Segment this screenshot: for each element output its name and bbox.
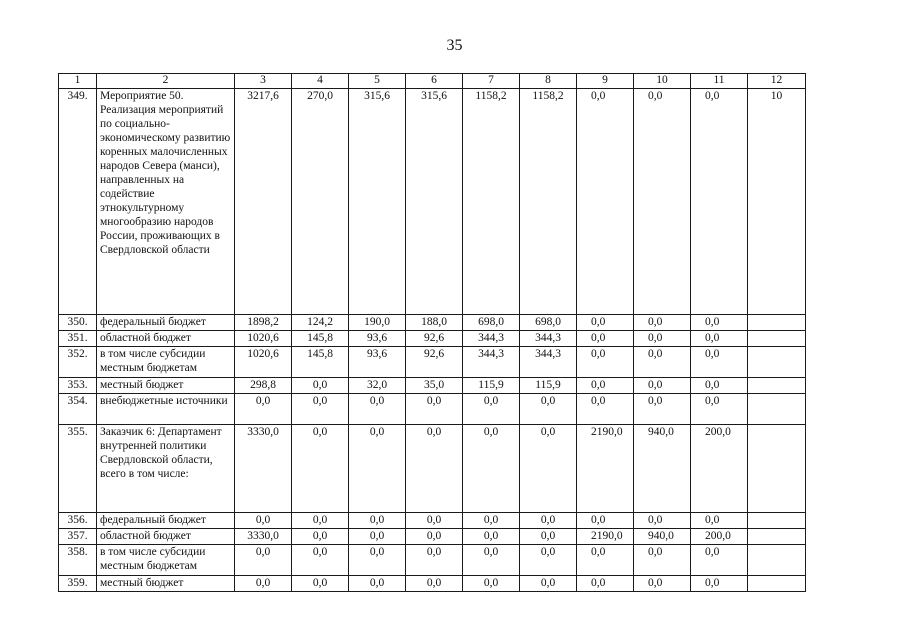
value-cell: 0,0 (691, 513, 748, 529)
value-cell: 0,0 (463, 394, 520, 425)
value-cell: 0,0 (634, 347, 691, 378)
row-name: федеральный бюджет (97, 513, 235, 529)
value-cell: 315,6 (349, 89, 406, 315)
value-cell: 0,0 (406, 513, 463, 529)
table-row (59, 545, 806, 576)
value-cell: 0,0 (349, 513, 406, 529)
value-cell: 0,0 (577, 513, 634, 529)
value-cell: 0,0 (463, 545, 520, 576)
row-number: 353. (59, 378, 97, 394)
value-cell: 270,0 (292, 89, 349, 315)
value-cell: 0,0 (691, 545, 748, 576)
value-cell: 0,0 (349, 394, 406, 425)
value-cell: 0,0 (520, 576, 577, 592)
row-name: в том числе субсидии местным бюджетам (97, 347, 235, 378)
row-name: федеральный бюджет (97, 315, 235, 331)
value-cell: 0,0 (235, 576, 292, 592)
value-cell: 0,0 (577, 315, 634, 331)
value-cell: 0,0 (691, 378, 748, 394)
value-cell: 0,0 (634, 89, 691, 315)
value-cell: 32,0 (349, 378, 406, 394)
row-number: 352. (59, 347, 97, 378)
row-number: 351. (59, 331, 97, 347)
value-cell: 0,0 (349, 529, 406, 545)
value-cell: 0,0 (235, 394, 292, 425)
value-cell: 0,0 (235, 545, 292, 576)
value-cell: 0,0 (406, 394, 463, 425)
value-cell: 0,0 (634, 394, 691, 425)
table-row (59, 576, 806, 592)
column-header: 1 (59, 74, 97, 89)
value-cell: 0,0 (292, 545, 349, 576)
value-cell: 0,0 (349, 545, 406, 576)
value-cell: 92,6 (406, 331, 463, 347)
value-cell (748, 394, 806, 425)
value-cell (748, 425, 806, 513)
row-number: 357. (59, 529, 97, 545)
budget-table (58, 73, 806, 592)
value-cell: 0,0 (577, 331, 634, 347)
value-cell: 0,0 (292, 394, 349, 425)
value-cell: 698,0 (520, 315, 577, 331)
value-cell: 344,3 (463, 331, 520, 347)
value-cell: 0,0 (691, 576, 748, 592)
row-name: областной бюджет (97, 529, 235, 545)
value-cell: 0,0 (520, 425, 577, 513)
value-cell: 0,0 (406, 545, 463, 576)
value-cell: 698,0 (463, 315, 520, 331)
row-name: местный бюджет (97, 576, 235, 592)
column-header: 6 (406, 74, 463, 89)
value-cell: 0,0 (292, 378, 349, 394)
value-cell: 0,0 (406, 529, 463, 545)
value-cell: 10 (748, 89, 806, 315)
table-row (59, 513, 806, 529)
table-row (59, 529, 806, 545)
value-cell: 0,0 (235, 513, 292, 529)
value-cell: 0,0 (691, 394, 748, 425)
value-cell (748, 513, 806, 529)
value-cell: 0,0 (292, 425, 349, 513)
column-header: 11 (691, 74, 748, 89)
row-number: 355. (59, 425, 97, 513)
value-cell: 0,0 (577, 576, 634, 592)
row-number: 349. (59, 89, 97, 315)
row-number: 356. (59, 513, 97, 529)
value-cell: 145,8 (292, 347, 349, 378)
value-cell (748, 315, 806, 331)
table-row (59, 425, 806, 513)
value-cell (748, 545, 806, 576)
value-cell: 344,3 (520, 331, 577, 347)
table-row (59, 315, 806, 331)
value-cell: 0,0 (634, 378, 691, 394)
table-row (59, 394, 806, 425)
table-row (59, 347, 806, 378)
column-header: 5 (349, 74, 406, 89)
column-header: 2 (97, 74, 235, 89)
value-cell: 0,0 (463, 513, 520, 529)
value-cell: 1020,6 (235, 331, 292, 347)
value-cell: 1020,6 (235, 347, 292, 378)
value-cell (748, 331, 806, 347)
value-cell: 93,6 (349, 331, 406, 347)
value-cell: 1158,2 (463, 89, 520, 315)
value-cell: 0,0 (634, 331, 691, 347)
value-cell: 92,6 (406, 347, 463, 378)
table-row (59, 331, 806, 347)
column-header: 7 (463, 74, 520, 89)
value-cell: 0,0 (577, 394, 634, 425)
value-cell: 0,0 (463, 576, 520, 592)
value-cell: 315,6 (406, 89, 463, 315)
value-cell: 0,0 (577, 89, 634, 315)
value-cell: 0,0 (406, 425, 463, 513)
row-name: местный бюджет (97, 378, 235, 394)
table-row (59, 378, 806, 394)
value-cell: 0,0 (691, 331, 748, 347)
value-cell: 0,0 (292, 513, 349, 529)
value-cell: 0,0 (634, 545, 691, 576)
value-cell: 93,6 (349, 347, 406, 378)
value-cell: 0,0 (463, 425, 520, 513)
column-header: 3 (235, 74, 292, 89)
column-header: 12 (748, 74, 806, 89)
header-row (59, 74, 806, 89)
column-header: 9 (577, 74, 634, 89)
value-cell: 35,0 (406, 378, 463, 394)
column-header: 8 (520, 74, 577, 89)
value-cell (748, 576, 806, 592)
value-cell: 0,0 (634, 576, 691, 592)
value-cell: 344,3 (463, 347, 520, 378)
value-cell: 3330,0 (235, 425, 292, 513)
row-name: в том числе субсидии местным бюджетам (97, 545, 235, 576)
value-cell: 190,0 (349, 315, 406, 331)
value-cell: 2190,0 (577, 529, 634, 545)
value-cell: 940,0 (634, 529, 691, 545)
row-name: Заказчик 6: Департамент внутренней политики Свердловской области, всего в том числе: (97, 425, 235, 513)
value-cell: 0,0 (292, 529, 349, 545)
value-cell: 0,0 (292, 576, 349, 592)
table-row (59, 89, 806, 315)
value-cell: 0,0 (349, 576, 406, 592)
value-cell: 0,0 (634, 315, 691, 331)
value-cell: 0,0 (577, 545, 634, 576)
value-cell: 0,0 (349, 425, 406, 513)
value-cell (748, 529, 806, 545)
value-cell: 298,8 (235, 378, 292, 394)
page-number: 35 (446, 37, 463, 54)
value-cell: 188,0 (406, 315, 463, 331)
row-name: областной бюджет (97, 331, 235, 347)
value-cell: 115,9 (520, 378, 577, 394)
value-cell: 344,3 (520, 347, 577, 378)
value-cell: 0,0 (463, 529, 520, 545)
value-cell: 1898,2 (235, 315, 292, 331)
value-cell: 1158,2 (520, 89, 577, 315)
value-cell: 0,0 (577, 347, 634, 378)
value-cell: 940,0 (634, 425, 691, 513)
value-cell: 0,0 (520, 545, 577, 576)
row-number: 358. (59, 545, 97, 576)
row-number: 359. (59, 576, 97, 592)
column-header: 4 (292, 74, 349, 89)
value-cell: 0,0 (520, 513, 577, 529)
value-cell (748, 378, 806, 394)
value-cell: 0,0 (691, 315, 748, 331)
row-number: 354. (59, 394, 97, 425)
column-header: 10 (634, 74, 691, 89)
value-cell: 0,0 (577, 378, 634, 394)
row-number: 350. (59, 315, 97, 331)
value-cell: 0,0 (406, 576, 463, 592)
value-cell: 124,2 (292, 315, 349, 331)
value-cell: 0,0 (691, 89, 748, 315)
value-cell: 0,0 (634, 513, 691, 529)
value-cell: 115,9 (463, 378, 520, 394)
value-cell: 3217,6 (235, 89, 292, 315)
value-cell: 200,0 (691, 529, 748, 545)
value-cell: 0,0 (691, 347, 748, 378)
value-cell: 0,0 (520, 529, 577, 545)
value-cell: 3330,0 (235, 529, 292, 545)
value-cell: 200,0 (691, 425, 748, 513)
value-cell (748, 347, 806, 378)
value-cell: 145,8 (292, 331, 349, 347)
row-name: внебюджетные источники (97, 394, 235, 425)
value-cell: 0,0 (520, 394, 577, 425)
row-name: Мероприятие 50. Реализация мероприятий по социально-экономическому развитию коренных малочисленных народов Севера (манси), направленных на содействие этнокультурному многообразию народов России, проживающих в Свердловской области (97, 89, 235, 315)
value-cell: 2190,0 (577, 425, 634, 513)
